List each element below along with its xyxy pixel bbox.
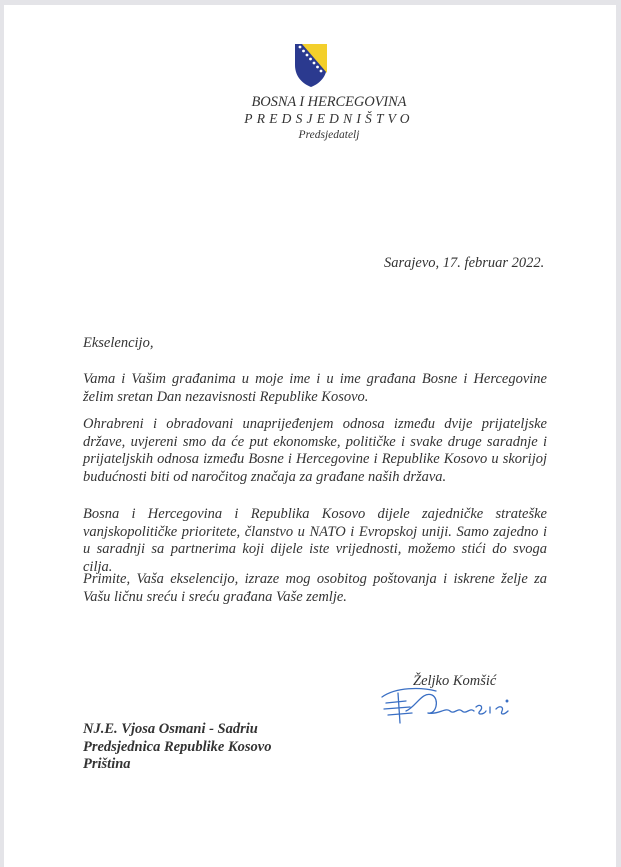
letter-page bbox=[4, 5, 616, 867]
recipient-title: Predsjednica Republike Kosovo bbox=[83, 738, 272, 755]
date-line: Sarajevo, 17. februar 2022. bbox=[384, 255, 545, 271]
coat-of-arms-icon bbox=[293, 43, 329, 88]
country-name: BOSNA I HERCEGOVINA bbox=[251, 94, 407, 110]
salutation: Ekselencijo, bbox=[83, 335, 154, 351]
body-paragraph: Bosna i Hercegovina i Republika Kosovo dijele zajedničke strateške vanjskopolitičke prioritete, članstvo u NATO i Evropskoj uniji. Samo zajedno i u saradnji sa partnerima koji dijele iste vrijednosti, možemo stići do svoga cilja. bbox=[83, 506, 547, 575]
recipient-block bbox=[83, 721, 272, 774]
handwritten-signature-icon bbox=[376, 685, 516, 725]
institution-name: PREDSJEDNIŠTVO bbox=[244, 111, 414, 126]
office-title: Predsjedatelj bbox=[298, 129, 360, 141]
recipient-city: Priština bbox=[83, 756, 131, 772]
recipient-name: NJ.E. Vjosa Osmani - Sadriu bbox=[83, 721, 258, 737]
body-paragraph: Primite, Vaša ekselencijo, izraze mog osobitog poštovanja i iskrene želje za Vašu ličnu sreću i sreću građana Vaše zemlje. bbox=[83, 571, 547, 605]
body-paragraph: Vama i Vašim građanima u moje ime i u ime građana Bosne i Hercegovine želim sretan Dan nezavisnosti Republike Kosovo. bbox=[83, 371, 547, 405]
signer-name: Željko Komšić bbox=[413, 673, 497, 689]
body-paragraph: Ohrabreni i obradovani unaprijeđenjem odnosa između dvije prijateljske države, uvjereni smo da će put ekonomske, političke i svake druge saradnje i prijateljskih odnosa između Bosne i Hercegovine i Republike Kosovo u skorijoj budućnosti biti od naročitog značaja za građane naših država. bbox=[83, 416, 547, 485]
